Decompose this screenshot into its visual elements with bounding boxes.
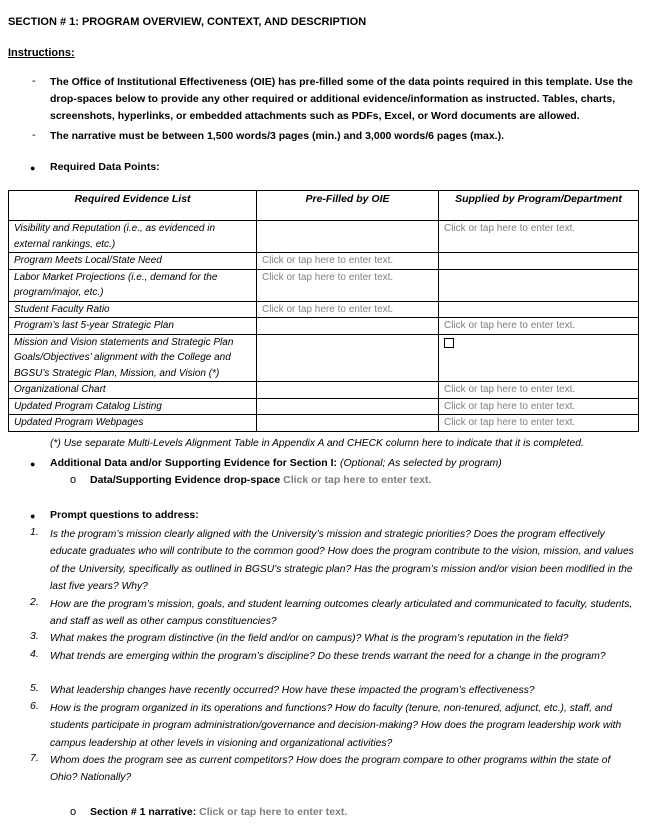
oie-cell [257, 334, 439, 382]
prompt-label: Prompt questions to address: [50, 509, 199, 521]
column-header: Pre-Filled by OIE [257, 191, 439, 221]
narrative-line [90, 806, 347, 818]
oie-cell [257, 415, 439, 432]
program-cell[interactable] [439, 221, 639, 253]
evidence-cell: Labor Market Projections (i.e., demand for the program/major, etc.) [9, 269, 257, 301]
placeholder-text[interactable]: Click or tap here to enter text. [444, 320, 576, 331]
question-text: Whom does the program see as current competitors? How does the program compare to other programs within the state of Ohio? Nationally? [50, 755, 611, 784]
narrative-label: Section # 1 narrative: [90, 806, 200, 818]
program-cell[interactable] [439, 382, 639, 399]
section-title: SECTION # 1: PROGRAM OVERVIEW, CONTEXT, AND DESCRIPTION [8, 16, 367, 28]
program-cell[interactable] [439, 318, 639, 335]
additional-label: Additional Data and/or Supporting Evidence for Section I: [50, 457, 338, 469]
checkbox[interactable] [444, 338, 454, 348]
table-row [9, 221, 639, 253]
program-cell [439, 269, 639, 301]
table-row [9, 334, 639, 382]
instructions-label: Instructions: [8, 47, 75, 59]
dropspace-line [90, 474, 431, 486]
evidence-cell: Mission and Vision statements and Strategic Plan Goals/Objectives’ alignment with the College and BGSU’s Strategic Plan, Mission, and Vision (*) [9, 334, 257, 382]
oie-cell [257, 301, 439, 318]
required-label: Required Data Points: [50, 161, 160, 173]
program-cell[interactable] [439, 415, 639, 432]
placeholder-text[interactable]: Click or tap here to enter text. [444, 400, 576, 412]
circle-bullet: o [70, 474, 77, 486]
evidence-table [8, 190, 639, 432]
table-row [9, 318, 639, 335]
program-cell [439, 334, 639, 382]
question-text: What trends are emerging within the program’s discipline? Do these trends warrant the need for a change in the program? [50, 651, 606, 662]
question-number: 6. [30, 700, 39, 712]
oie-cell [257, 318, 439, 335]
oie-cell [257, 221, 439, 253]
additional-optional: (Optional; As selected by program) [337, 457, 502, 469]
table-row [9, 415, 639, 432]
column-header: Supplied by Program/Department [439, 191, 639, 221]
evidence-cell: Organizational Chart [9, 382, 257, 399]
question-number: 1. [30, 526, 39, 538]
evidence-cell: Student Faculty Ratio [9, 301, 257, 318]
placeholder-text[interactable]: Click or tap here to enter text. [262, 271, 394, 283]
table-row [9, 382, 639, 399]
placeholder-text[interactable]: Click or tap here to enter text. [262, 303, 394, 315]
dash-bullet: - [32, 75, 36, 87]
oie-cell [257, 269, 439, 301]
table-header-row [9, 191, 639, 221]
evidence-cell: Updated Program Catalog Listing [9, 398, 257, 415]
table-row [9, 269, 639, 301]
table-note: (*) Use separate Multi-Levels Alignment Table in Appendix A and CHECK column here to indicate that it is completed. [50, 438, 584, 449]
instruction-paragraph: The Office of Institutional Effectiveness (OIE) has pre-filled some of the data points required in this template. Use the drop-spaces below to provide any other required or additional evidence/information as instructed. Tables, charts, screenshots, hyperlinks, or embedded attachments such as PDFs, Excel, or Word documents are allowed. [50, 76, 633, 122]
circle-bullet: o [70, 806, 77, 818]
dropspace-placeholder[interactable]: Click or tap here to enter text. [283, 474, 432, 486]
question-text: Is the program’s mission clearly aligned with the University’s mission and strategic priorities? Does the program effectively educate graduates who will contribute to the common good? How does the program contribute to the vision, mission, and values of the University, specifically as outlined in BGSU’s strategic plan? Has the program’s mission and/or vision been modified in the last five years? Why? [50, 529, 634, 592]
oie-cell [257, 253, 439, 270]
evidence-cell: Updated Program Webpages [9, 415, 257, 432]
placeholder-text[interactable]: Click or tap here to enter text. [444, 417, 576, 428]
question-text: What leadership changes have recently occurred? How have these impacted the program’s effectiveness? [50, 685, 535, 696]
bullet-icon: ● [30, 163, 36, 173]
program-cell[interactable] [439, 398, 639, 415]
question-number: 5. [30, 682, 39, 694]
oie-cell [257, 382, 439, 399]
placeholder-text[interactable]: Click or tap here to enter text. [262, 255, 394, 266]
placeholder-text[interactable]: Click or tap here to enter text. [444, 223, 576, 234]
question-text: How is the program organized in its operations and functions? How do faculty (tenure, non-tenured, adjunct, etc.), staff, and students participate in program administration/governance and decision-making? How does the program leadership work with campus leadership at other levels in visioning and organizational activities? [50, 703, 622, 749]
column-header: Required Evidence List [9, 191, 257, 221]
dash-bullet: - [32, 129, 36, 141]
evidence-cell: Program’s last 5-year Strategic Plan [9, 318, 257, 335]
question-number: 2. [30, 596, 39, 608]
question-number: 4. [30, 648, 39, 660]
question-text: What makes the program distinctive (in the field and/or on campus)? What is the program’s reputation in the field? [50, 633, 569, 644]
table-row [9, 301, 639, 318]
evidence-cell: Program Meets Local/State Need [9, 253, 257, 270]
evidence-cell: Visibility and Reputation (i.e., as evidenced in external rankings, etc.) [9, 221, 257, 253]
question-number: 3. [30, 630, 39, 642]
program-cell [439, 301, 639, 318]
oie-cell [257, 398, 439, 415]
bullet-icon: ● [30, 459, 36, 469]
bullet-icon: ● [30, 511, 36, 521]
dropspace-label: Data/Supporting Evidence drop-space [90, 474, 284, 486]
narrative-placeholder[interactable]: Click or tap here to enter text. [199, 806, 348, 818]
placeholder-text[interactable]: Click or tap here to enter text. [444, 384, 576, 395]
additional-evidence-line [50, 457, 502, 469]
table-row [9, 253, 639, 270]
table-row [9, 398, 639, 415]
program-cell [439, 253, 639, 270]
question-number: 7. [30, 752, 39, 764]
question-text: How are the program’s mission, goals, and student learning outcomes clearly articulated and communicated to faculty, students, and staff as well as other campus constituencies? [50, 599, 633, 628]
instruction-paragraph: The narrative must be between 1,500 words/3 pages (min.) and 3,000 words/6 pages (max.). [50, 130, 504, 142]
